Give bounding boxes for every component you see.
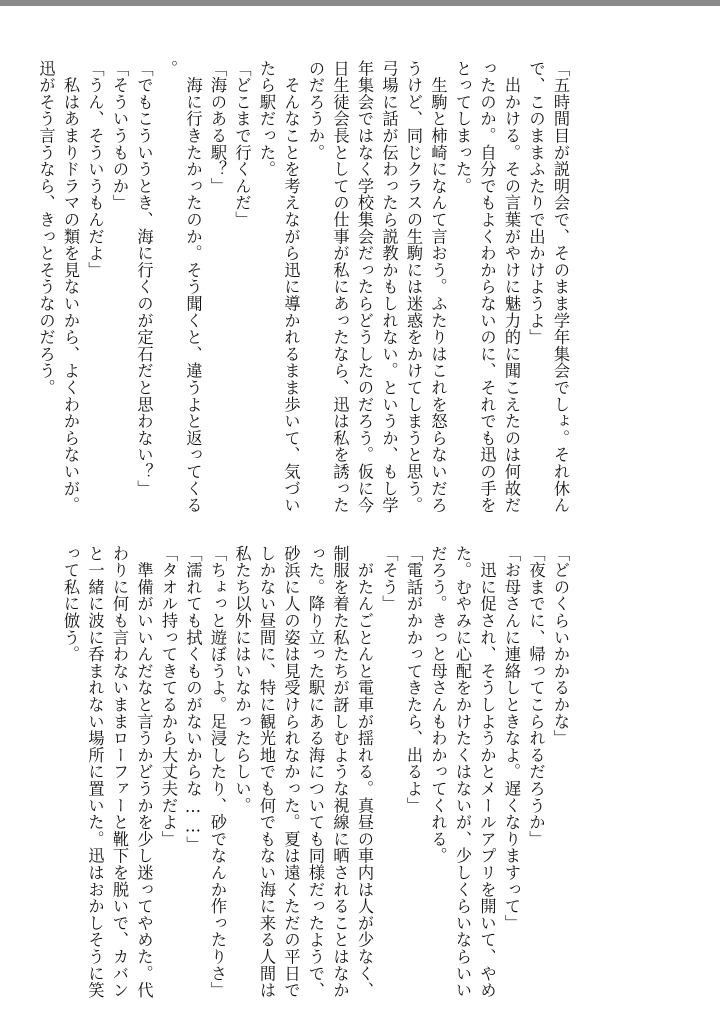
text-column: 。: [159, 60, 178, 77]
text-column: って私に倣う。: [61, 545, 80, 663]
text-column: わりに何も言わないままローファーと靴下を脱いで、カバン: [110, 545, 129, 999]
text-column: 「五時間目が説明会で、そのまま学年集会でしょ。それ休ん: [551, 60, 570, 514]
text-column: とってしまった。: [453, 60, 472, 195]
text-column: で、このままふたりで出かけようよ」: [526, 60, 546, 346]
text-column: 私はあまりドラマの類を見ないから、よくわからないが。: [61, 60, 80, 514]
text-column: 迅がそう言うなら、きっとそうなのだろう。: [36, 60, 56, 396]
text-column: 「海のある駅？」: [208, 60, 227, 195]
text-column: 弓場に話が伝わったら説教かもしれない。というか、もし学: [379, 60, 399, 514]
text-column: 「ちょっと遊ぼうよ。足浸したり、砂でなんか作ったりさ」: [208, 545, 227, 999]
text-column: 生駒と柿崎になんて言おう。ふたりはこれを怒らないだろ: [428, 60, 448, 514]
text-column: 私たち以外にはいなかったらしい。: [232, 545, 252, 814]
text-column: うけど、同じクラスの生駒には迷惑をかけてしまうと思う。: [404, 60, 423, 514]
text-column: 「タオル持ってきてるから大丈夫だよ」: [159, 545, 178, 848]
lower-text-block: [61, 545, 572, 999]
text-column: 日生徒会長としての仕事が私にあったなら、迅は私を誘った: [330, 60, 350, 514]
text-column: 「そう」: [379, 545, 399, 613]
text-column: 迅に促され、そうしようかとメールアプリを開いて、やめ: [477, 545, 497, 999]
text-column: 準備がいいんだなと言うかどうかを少し迷ってやめた。代: [134, 545, 154, 999]
text-column: 「でもこういうとき、海に行くのが定石だと思わない？」: [134, 60, 154, 497]
upper-text-block: [36, 60, 572, 514]
text-column: 出かける。その言葉がやけに魅力的に聞こえたのは何故だ: [502, 60, 521, 514]
text-column: た。むやみに心配をかけたくはないが、少しくらいならいい: [453, 545, 472, 999]
text-column: 海に行きたかったのか。そう聞くと、違うよと返ってくる: [183, 60, 203, 514]
text-column: たら駅だった。: [257, 60, 276, 178]
text-column: 砂浜に人の姿は見受けられなかった。夏は遠くただの平日で: [281, 545, 301, 999]
text-column: 年集会ではなく学校集会だったらどうしたのだろう。仮に今: [355, 60, 374, 514]
text-column: 「うん、そういうもんだよ」: [85, 60, 105, 279]
text-column: った。降り立った駅にある海についても同様だったようで、: [306, 545, 325, 999]
text-column: 「電話がかかってきたら、出るよ」: [404, 545, 423, 814]
text-column: 制服を着た私たちが訝しむような視線に晒されることはなか: [330, 545, 350, 999]
text-column: 「夜までに、帰ってこられるだろうか」: [526, 545, 546, 848]
text-column: のだろうか。: [306, 60, 325, 161]
text-column: がたんごとんと電車が揺れる。真昼の車内は人が少なく、: [355, 545, 374, 999]
text-column: ったのか。自分でもよくわからないのに、それでも迅の手を: [477, 60, 497, 514]
text-column: しかない昼間に、特に観光地でも何でもない海に来る人間は: [257, 545, 276, 999]
text-column: 「どこまで行くんだ」: [232, 60, 252, 228]
text-column: 「そういうものか」: [110, 60, 129, 212]
text-column: 「濡れても拭くものがないからな……」: [183, 545, 203, 853]
text-column: 「どのくらいかかるかな」: [551, 545, 570, 747]
text-column: 「お母さんに連絡しときなよ。遅くなりますって」: [502, 545, 521, 932]
top-border: [0, 0, 720, 6]
text-column: そんなことを考えながら迅に導かれるまま歩いて、気づい: [281, 60, 301, 514]
text-column: と一緒に波に呑まれない場所に置いた。迅はおかしそうに笑: [85, 545, 105, 999]
text-column: だろう。きっと母さんもわかってくれる。: [428, 545, 448, 865]
